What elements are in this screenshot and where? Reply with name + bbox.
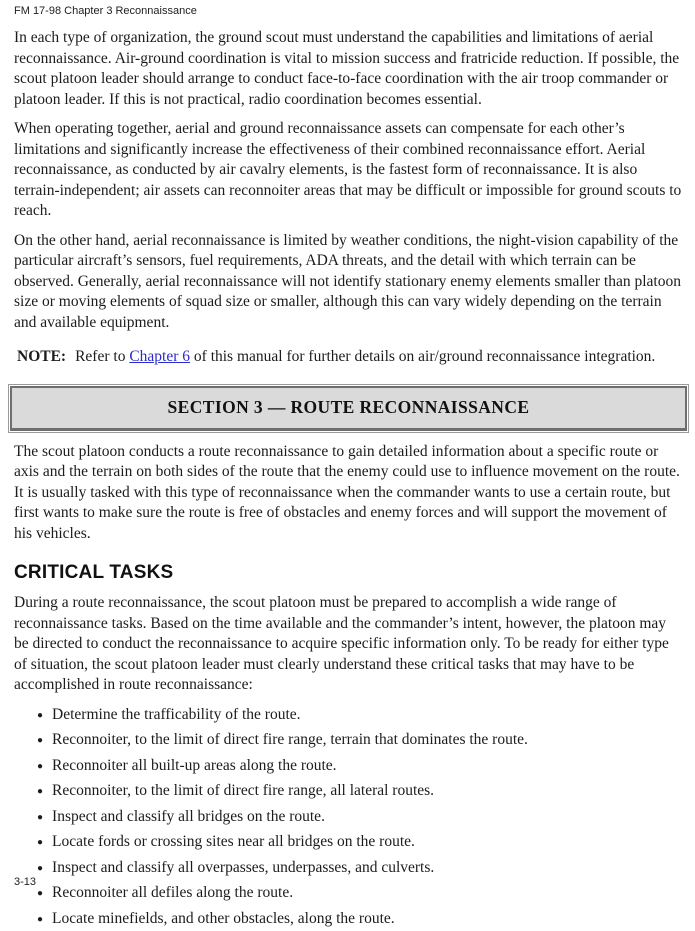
running-header: FM 17-98 Chapter 3 Reconnaissance — [14, 4, 683, 18]
bullet-icon: ● — [37, 706, 43, 727]
paragraph-route-recon-intro: The scout platoon conducts a route reconnaissance to gain detailed information about a specific route or axis and the terrain on both sides of the route that the enemy could use to influence movement on the route. It is usually tasked with this type of reconnaissance when the commander wants to use a certain route, but first wants to make sure the route is free of obstacles and enemy forces and will support the movement of his vehicles. — [14, 442, 683, 545]
list-item — [37, 883, 683, 906]
bullet-icon: ● — [37, 910, 43, 931]
list-item — [37, 832, 683, 855]
bullet-icon: ● — [37, 808, 43, 829]
task-text: Locate minefields, and other obstacles, along the route. — [52, 909, 395, 930]
note-label: NOTE: — [17, 348, 66, 365]
list-item — [37, 909, 683, 931]
paragraph-aerial-capabilities: In each type of organization, the ground scout must understand the capabilities and limitations of aerial reconnaissance. Air-ground coordination is vital to mission success and fratricide reduction. If possible, the scout platoon leader should arrange to conduct face-to-face coordination with the air troop commander or platoon leader. If this is not practical, radio coordination becomes essential. — [14, 28, 683, 110]
paragraph-aerial-limitations: On the other hand, aerial reconnaissance is limited by weather conditions, the night-vision capability of the particular aircraft’s sensors, fuel requirements, ADA threats, and the detail with which terrain can be observed. Generally, aerial reconnaissance will not identify stationary enemy elements smaller than platoon size or moving elements of squad size or smaller, although this can vary widely depending on the terrain and available equipment. — [14, 231, 683, 334]
task-text: Reconnoiter all defiles along the route. — [52, 883, 293, 904]
note-text-after-link: of this manual for further details on air/ground reconnaissance integration. — [190, 348, 655, 365]
list-item — [37, 756, 683, 779]
note-block — [17, 347, 683, 368]
section-header-box — [8, 384, 689, 433]
note-text-before-link: Refer to — [75, 348, 129, 365]
task-text: Reconnoiter all built-up areas along the route. — [52, 756, 337, 777]
page-number: 3-13 — [14, 875, 36, 889]
bullet-icon: ● — [37, 833, 43, 854]
task-text: Inspect and classify all bridges on the route. — [52, 807, 325, 828]
paragraph-operating-together: When operating together, aerial and ground reconnaissance assets can compensate for each other’s limitations and significantly increase the effectiveness of their combined reconnaissance effort. Aerial reconnaissance, as conducted by air cavalry elements, is the fastest form of reconnaissance. It is also terrain-independent; air assets can reconnoiter areas that may be difficult or impossible for ground scouts to reach. — [14, 119, 683, 222]
paragraph-critical-tasks-intro: During a route reconnaissance, the scout platoon must be prepared to accomplish a wide range of reconnaissance tasks. Based on the time available and the commander’s intent, however, the platoon may be directed to conduct the reconnaissance to acquire specific information only. To be ready for either type of situation, the scout platoon leader must clearly understand these critical tasks that may have to be accomplished in route reconnaissance: — [14, 593, 683, 696]
list-item — [37, 705, 683, 728]
task-text: Reconnoiter, to the limit of direct fire range, all lateral routes. — [52, 781, 434, 802]
list-item — [37, 807, 683, 830]
critical-tasks-list — [14, 705, 683, 931]
list-item — [37, 730, 683, 753]
bullet-icon: ● — [37, 884, 43, 905]
bullet-icon: ● — [37, 731, 43, 752]
bullet-icon: ● — [37, 859, 43, 880]
bullet-icon: ● — [37, 782, 43, 803]
list-item — [37, 858, 683, 881]
chapter-6-link[interactable]: Chapter 6 — [129, 348, 190, 365]
list-item — [37, 781, 683, 804]
task-text: Inspect and classify all overpasses, underpasses, and culverts. — [52, 858, 434, 879]
task-text: Determine the trafficability of the route. — [52, 705, 300, 726]
section-title: SECTION 3 — ROUTE RECONNAISSANCE — [168, 397, 530, 417]
task-text: Reconnoiter, to the limit of direct fire range, terrain that dominates the route. — [52, 730, 528, 751]
bullet-icon: ● — [37, 757, 43, 778]
critical-tasks-heading: CRITICAL TASKS — [14, 562, 683, 584]
section-header-box-inner — [10, 386, 687, 431]
task-text: Locate fords or crossing sites near all bridges on the route. — [52, 832, 415, 853]
